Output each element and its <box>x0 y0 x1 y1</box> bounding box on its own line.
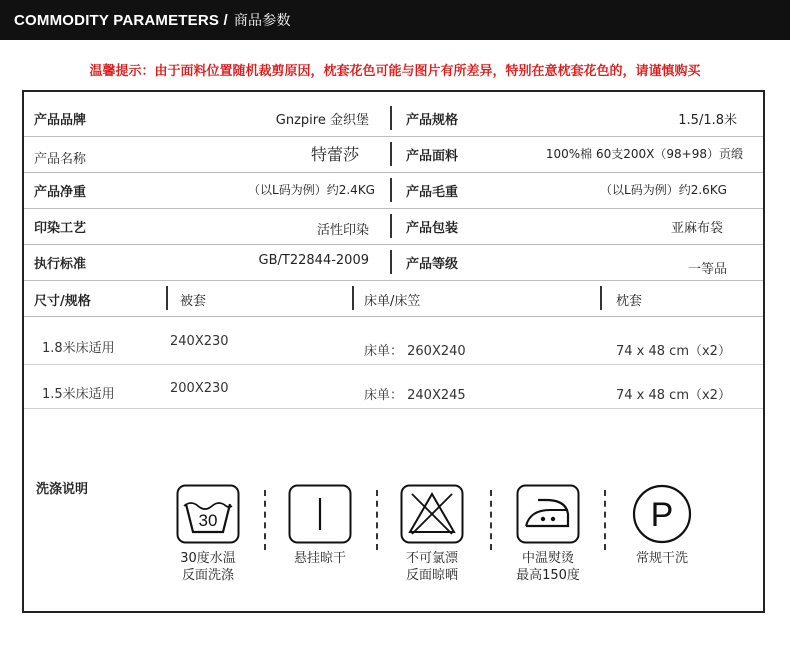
iron-medium-icon <box>516 484 580 544</box>
param-label: 产品面料 <box>406 149 459 164</box>
header-title-cn: 商品参数 <box>233 13 291 29</box>
wash-line1: 常规干洗 <box>635 551 688 566</box>
wash-item-dry-clean <box>612 484 712 567</box>
param-value: 1.5/1.8米 <box>678 113 737 128</box>
notice-text: 温馨提示：由于面料位置随机裁剪原因，枕套花色可能与图片有所差异，特别在意枕套花色的，请谨慎购买 <box>89 64 701 79</box>
wash-30-icon-text: 30 <box>198 511 218 530</box>
param-value: 一等品 <box>687 262 727 277</box>
size-header-divider <box>166 286 168 310</box>
wash-line1: 悬挂晾干 <box>293 551 346 566</box>
param-label: 印染工艺 <box>34 221 87 236</box>
wash-item-no-bleach <box>382 484 482 584</box>
param-divider <box>390 214 392 238</box>
param-label: 产品毛重 <box>406 185 459 200</box>
size-table-header <box>24 280 763 317</box>
size-header-duvet: 被套 <box>180 294 207 309</box>
param-value: 特蕾莎 <box>310 145 359 164</box>
size-spec: 1.5米床适用 <box>42 387 115 402</box>
param-value: Gnzpire 金织堡 <box>275 113 369 128</box>
param-row-standard <box>24 244 763 281</box>
size-pillow: 74 x 48 cm（x2） <box>616 344 731 359</box>
size-header-divider <box>352 286 354 310</box>
wash-line2: 反面晾晒 <box>405 568 458 583</box>
wash-separator <box>264 490 266 550</box>
header-title <box>14 10 291 30</box>
washing-title: 洗涤说明 <box>36 482 89 497</box>
header-bar <box>0 0 790 40</box>
param-value: GB/T22844-2009 <box>258 253 369 268</box>
wash-30-icon <box>176 484 240 544</box>
dry-clean-p-icon <box>630 484 694 544</box>
param-label: 产品名称 <box>34 152 87 167</box>
wash-line1: 30度水温 <box>180 551 236 566</box>
param-row-net-weight <box>24 172 763 209</box>
size-sheet: 床单： 260X240 <box>364 344 466 359</box>
size-duvet: 240X230 <box>170 334 229 349</box>
param-value: （以L码为例）约2.4KG <box>248 183 375 197</box>
wash-item-hang <box>270 484 370 567</box>
no-bleach-icon <box>400 484 464 544</box>
param-divider <box>390 250 392 274</box>
wash-line2: 反面洗涤 <box>181 568 234 583</box>
wash-item-30 <box>158 484 258 584</box>
param-divider <box>390 142 392 166</box>
size-duvet: 200X230 <box>170 381 229 396</box>
param-label: 产品规格 <box>406 113 459 128</box>
param-row-brand <box>24 100 763 137</box>
header-title-en: COMMODITY PARAMETERS / <box>14 12 228 29</box>
param-value: 活性印染 <box>316 223 369 238</box>
param-label: 产品等级 <box>406 257 459 272</box>
param-label: 产品包装 <box>406 221 459 236</box>
param-row-printing <box>24 208 763 245</box>
size-spec: 1.8米床适用 <box>42 341 115 356</box>
param-label: 执行标准 <box>34 257 87 272</box>
wash-separator <box>376 490 378 550</box>
size-row-1-8 <box>24 320 763 365</box>
wash-line1: 中温熨烫 <box>521 551 574 566</box>
wash-separator <box>490 490 492 550</box>
size-header-sheet: 床单/床笠 <box>364 294 421 309</box>
parameters-frame <box>22 90 765 613</box>
param-value: 亚麻布袋 <box>670 221 723 236</box>
size-row-1-5 <box>24 364 763 409</box>
param-value: （以L码为例）约2.6KG <box>600 183 727 197</box>
wash-separator <box>604 490 606 550</box>
param-label: 产品净重 <box>34 185 87 200</box>
wash-line2: 最高150度 <box>516 568 580 583</box>
wash-line1: 不可氯漂 <box>405 551 458 566</box>
wash-item-iron <box>498 484 598 584</box>
param-value: 100%棉 60支200X（98+98）贡缎 <box>545 147 743 161</box>
param-divider <box>390 106 392 130</box>
size-pillow: 74 x 48 cm（x2） <box>616 388 731 403</box>
size-sheet: 床单： 240X245 <box>364 388 466 403</box>
param-label: 产品品牌 <box>34 113 87 128</box>
param-divider <box>390 178 392 202</box>
size-header-divider <box>600 286 602 310</box>
param-row-name <box>24 136 763 173</box>
size-header-pillow: 枕套 <box>616 294 643 309</box>
hang-dry-icon <box>288 484 352 544</box>
dry-clean-p-letter: P <box>650 496 674 534</box>
size-header-spec: 尺寸/规格 <box>34 294 91 309</box>
